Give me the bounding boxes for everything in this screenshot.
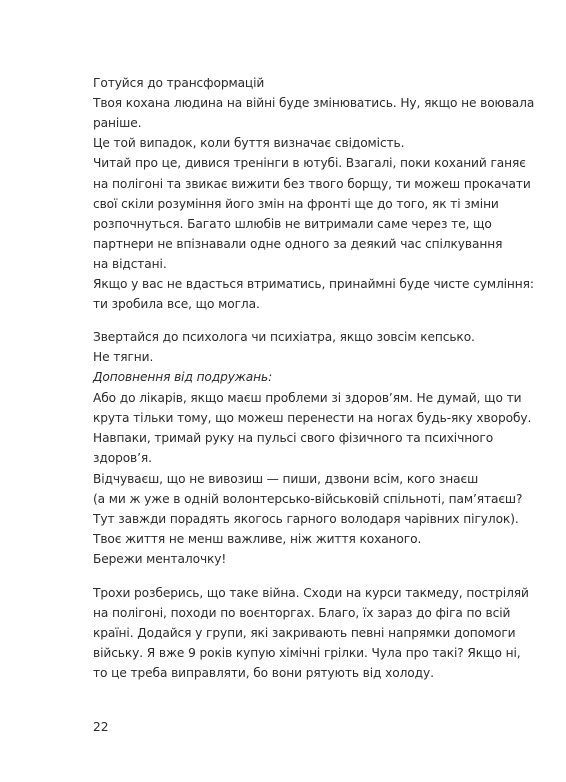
text-line: Звертайся до психолога чи психіатра, якщо зовсім кепсько.: [93, 330, 475, 344]
text-line: Твоя кохана людина на війні буде змінюватись. Ну, якщо не воювала: [93, 96, 535, 110]
text-line: свої скіли розуміння його змін на фронті ще до того, як ті зміни: [93, 197, 499, 211]
text-line: на полігоні та звикає вижити без твого борщу, ти можеш прокачати: [93, 177, 531, 191]
text-line: розпочнуться. Багато шлюбів не витримали саме через те, що: [93, 217, 492, 231]
text-line: то це треба виправляти, бо вони рятують від холоду.: [93, 666, 434, 680]
text-line: країні. Додайся у групи, які закривають певні напрямки допомоги: [93, 626, 516, 640]
text-line: на полігоні, походи по воєнторгах. Благо, їх зараз до фіга по всій: [93, 606, 511, 620]
text-line: партнери не впізнавали одне одного за деякий час спілкування: [93, 237, 503, 251]
text-line: Тут завжди порадять якогось гарного володаря чарівних пігулок).: [93, 512, 519, 526]
text-line: Відчуваєш, що не вивозиш — пиши, дзвони всім, кого знаєш: [93, 472, 479, 486]
text-line: крута тільки тому, що можеш перенести на ногах будь-яку хворобу.: [93, 411, 532, 425]
text-line: Якщо у вас не вдасться втриматись, принаймні буде чисте сумління:: [93, 277, 534, 291]
text-line: Не тягни.: [93, 350, 154, 364]
section-heading: Готуйся до трансформацій: [93, 76, 265, 90]
text-line: ти зробила все, що могла.: [93, 297, 260, 311]
text-line: (а ми ж уже в одній волонтерсько-військовій спільноті, пам’ятаєш?: [93, 492, 523, 506]
page-number: 22: [93, 720, 109, 734]
text-line: Або до лікарів, якщо маєш проблеми зі здоров’ям. Не думай, що ти: [93, 391, 522, 405]
text-line: Читай про це, дивися тренінги в ютубі. Взагалі, поки коханий ганяє: [93, 156, 526, 170]
text-line: Це той випадок, коли буття визначає свідомість.: [93, 136, 405, 150]
text-line: Твоє життя не менш важливе, ніж життя коханого.: [93, 532, 422, 546]
italic-subheading: Доповнення від подружань:: [93, 370, 273, 384]
text-line: Трохи розберись, що таке війна. Сходи на курси такмеду, постріляй: [93, 586, 529, 600]
text-line: Навпаки, тримай руку на пульсі свого фізичного та психічного: [93, 431, 494, 445]
text-line: здоров’я.: [93, 451, 152, 465]
text-line: війську. Я вже 9 років купую хімічні грілки. Чула про такі? Якщо ні,: [93, 646, 521, 660]
text-line: на відстані.: [93, 257, 167, 271]
text-line: раніше.: [93, 116, 142, 130]
text-line: Бережи менталочку!: [93, 552, 227, 566]
